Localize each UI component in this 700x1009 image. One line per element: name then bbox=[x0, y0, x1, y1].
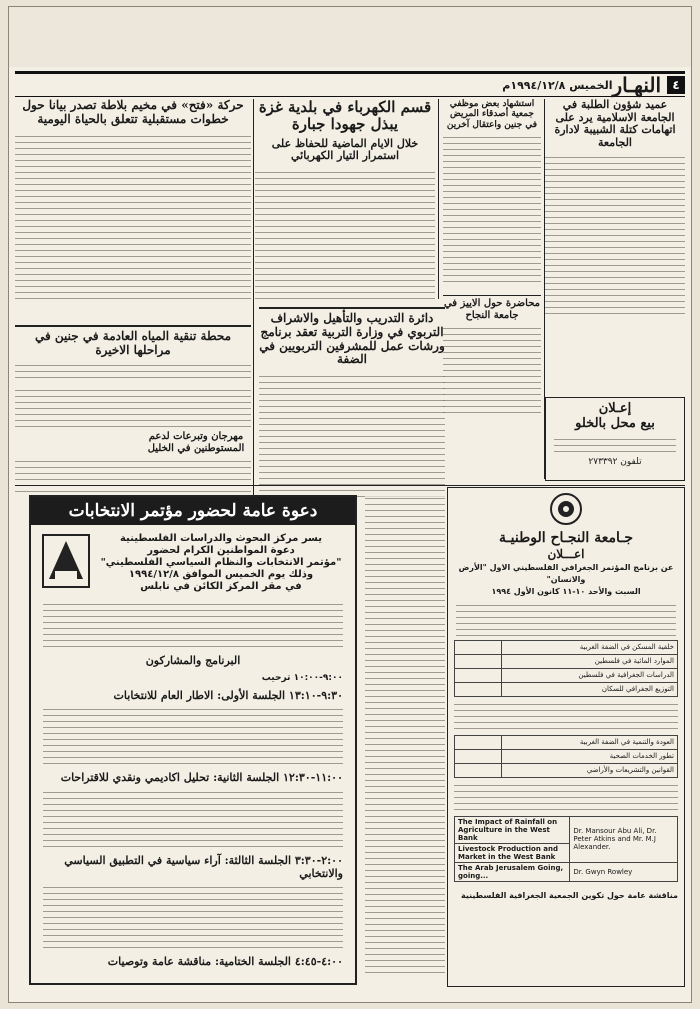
conference-line3: "مؤتمر الانتخابات والنظام السياسي الفلسطيني" bbox=[100, 557, 342, 568]
headline: حركة «فتح» في مخيم بلاطة تصدر بيانا حول خطوات مستقبلية تتعلق بالحياة اليومية bbox=[22, 99, 244, 126]
story-electricity bbox=[255, 99, 435, 309]
headline: محطة تنقية المياه العادمة في جنين في مراحلها الاخيرة bbox=[15, 325, 251, 358]
conference-line2: دعوة المواطنين الكرام لحضور bbox=[147, 545, 295, 556]
university-name: جـامعة النجـاح الوطنيـة bbox=[499, 530, 633, 546]
conference-line4: وذلك يوم الخميس الموافق ١٩٩٤/١٢/٨ bbox=[128, 569, 314, 580]
table-note-2 bbox=[454, 782, 678, 812]
story-fatah bbox=[15, 99, 251, 319]
masthead bbox=[15, 71, 685, 97]
session-3-detail bbox=[43, 884, 343, 950]
conference-ad bbox=[29, 495, 357, 985]
body-text bbox=[545, 154, 685, 319]
program-row: التوزيع الجغرافي للسكان bbox=[502, 682, 678, 696]
center-logo-icon bbox=[41, 533, 91, 589]
sale-ad bbox=[545, 397, 685, 481]
newspaper-page bbox=[8, 6, 692, 1003]
university-ad-label: اعـــلان bbox=[547, 547, 585, 562]
opening: ٩:٠٠-١٠:٠٠ ترحيب bbox=[261, 672, 343, 683]
body-text bbox=[365, 495, 445, 975]
body-text bbox=[15, 387, 251, 427]
intro-text bbox=[43, 601, 343, 649]
headline: مهرجان وتبرعات لدعم المستوطنين في الخليل bbox=[147, 431, 245, 454]
issue-date: الخميس ١٩٩٤/١٢/٨م bbox=[502, 78, 613, 92]
program-title: البرنامج والمشاركون bbox=[145, 654, 241, 667]
english-author: Dr. Mansour Abu Ali, Dr. Peter Atkins and Mr. M.J Alexander. bbox=[570, 816, 678, 862]
session-3: ٢:٠٠-٣:٣٠ الجلسة الثالثة: آراء سياسية في التطبيق السياسي والانتخابي bbox=[64, 853, 343, 880]
english-row: The Impact of Rainfall on Agriculture in the West Bank bbox=[455, 816, 570, 843]
university-emblem-icon bbox=[549, 492, 583, 530]
program-table bbox=[454, 640, 678, 697]
english-table bbox=[454, 816, 678, 882]
headline: قسم الكهرباء في بلدية غزة يبذل جهودا جبارة bbox=[258, 99, 432, 134]
conference-dates: السبت والأحد ١٠-١١ كانون الأول ١٩٩٤ bbox=[491, 586, 641, 596]
program-row: الدراسات الجغرافية في فلسطين bbox=[502, 668, 678, 682]
university-ad bbox=[447, 487, 685, 987]
body-text bbox=[443, 325, 541, 415]
headline: استشهاد بعض موظفي جمعية أصدقاء المريض في جنين واعتقال آخرين bbox=[446, 99, 538, 130]
story-lecture bbox=[443, 295, 541, 415]
body-text bbox=[15, 362, 251, 382]
subheadline: خلال الايام الماضية للحفاظ على استمرار التيار الكهربائي bbox=[271, 136, 419, 163]
body-text-2 bbox=[15, 458, 251, 497]
ad-intro bbox=[456, 602, 676, 636]
headline: عميد شؤون الطلبة في الجامعة الاسلامية يرد على اتهامات كتلة الشبيبة لادارة الجامعة bbox=[554, 99, 676, 149]
headline: محاضرة حول الاييز في جامعة النجاح bbox=[443, 295, 541, 321]
program-row: العودة والتنمية في الضفة الغربية bbox=[502, 735, 678, 749]
middle-column bbox=[365, 495, 445, 985]
body-text bbox=[15, 133, 251, 303]
story-training bbox=[259, 307, 445, 497]
session-1-detail bbox=[43, 706, 343, 766]
program-table-2 bbox=[454, 735, 678, 778]
session-2-detail bbox=[43, 789, 343, 849]
conference-program: عن برنامج المؤتمر الجغرافي الفلسطيني الاول "الأرض والانسان" bbox=[458, 562, 674, 584]
story-jenin bbox=[443, 99, 541, 289]
conference-banner: دعوة عامة لحضور مؤتمر الانتخابات bbox=[31, 497, 355, 525]
sale-ad-body bbox=[554, 436, 676, 456]
page-top-margin bbox=[9, 7, 691, 67]
story-students bbox=[545, 99, 685, 319]
conference-line5: في مقر المركز الكائن في نابلس bbox=[140, 581, 302, 592]
session-1: ٩:٣٠-١٣:١٠ الجلسة الأولى: الاطار العام للانتخابات bbox=[113, 688, 343, 702]
sale-ad-phone: تلفون ٢٧٣٣٩٢ bbox=[588, 456, 642, 467]
story-settlements bbox=[15, 387, 251, 497]
program-row: تطور الخدمات الصحية bbox=[502, 749, 678, 763]
newspaper-logo: النهـار bbox=[612, 73, 661, 97]
story-water bbox=[15, 325, 251, 385]
body-text bbox=[259, 373, 445, 497]
sale-ad-subtitle: بيع محل بالخلو bbox=[575, 415, 655, 431]
program-row: القوانين والتشريعات والأراضي bbox=[502, 763, 678, 777]
closing-session: مناقشة عامة حول تكوين الجمعية الجغرافية الفلسطينية bbox=[461, 890, 678, 900]
session-2: ١١:٠٠-١٢:٣٠ الجلسة الثانية: تحليل اكاديمي ونقدي للاقتراحات bbox=[60, 771, 343, 785]
body-text bbox=[255, 169, 435, 299]
sale-ad-title: إعـلان bbox=[598, 401, 632, 416]
conference-line1: يسر مركز البحوث والدراسات الفلسطينية bbox=[119, 533, 322, 544]
headline: دائرة التدريب والتأهيل والاشراف التربوي في وزارة التربية تعقد برنامج ورشات عمل للمشرفين التربويين في الضفة bbox=[259, 307, 445, 367]
english-row: The Arab Jerusalem Going, going... bbox=[455, 862, 570, 881]
program-row: خلفية المسكن في الضفة الغربية bbox=[502, 640, 678, 654]
page-number: ٤ bbox=[667, 76, 685, 94]
session-4: ٤:٠٠-٤:٤٥ الجلسة الختامية: مناقشة عامة وتوصيات bbox=[107, 955, 343, 969]
english-row: Livestock Production and Market in the West Bank bbox=[455, 843, 570, 862]
program-row: الموارد المائية في فلسطين bbox=[502, 654, 678, 668]
english-author: Dr. Gwyn Rowley bbox=[570, 862, 678, 881]
table-note bbox=[454, 701, 678, 731]
body-text bbox=[443, 134, 541, 284]
